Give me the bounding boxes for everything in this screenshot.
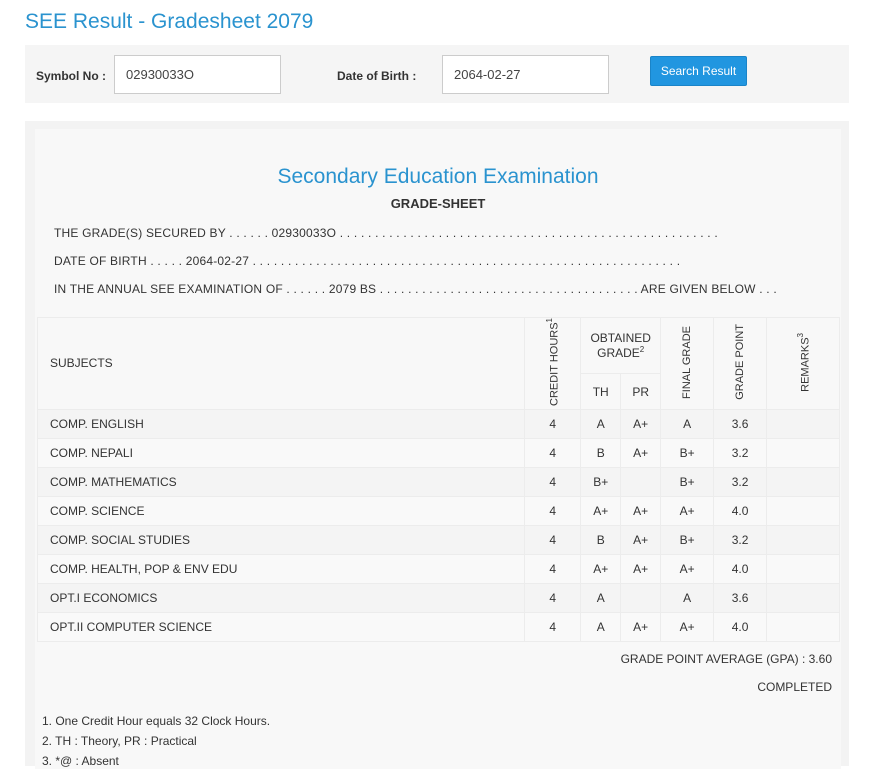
obtained-label: OBTAINED (590, 331, 651, 346)
subject-cell: OPT.II COMPUTER SCIENCE (38, 612, 525, 641)
grades-table (37, 317, 840, 642)
table-row (38, 554, 840, 583)
symbol-input[interactable]: 02930033O (114, 55, 281, 94)
subject-cell: COMP. HEALTH, POP & ENV EDU (38, 554, 525, 583)
remarks-label: REMARKS (799, 337, 812, 392)
theory-grade-cell: A (581, 612, 621, 641)
grade-label: GRADE (597, 346, 640, 361)
secured-by-line: THE GRADE(S) SECURED BY . . . . . . 02930033O . . . . . . . . . . . . . . . . . . . . . . . . . . . . . . . . . . . . . . . . . . . . . . . . . . . . . . (54, 226, 718, 240)
remarks-cell (767, 438, 840, 467)
subjects-header: SUBJECTS (38, 318, 525, 410)
remarks-cell (767, 409, 840, 438)
credit-hours-cell: 4 (525, 583, 581, 612)
grade-point-header (714, 318, 767, 410)
grade-point-cell: 3.2 (714, 467, 767, 496)
theory-grade-cell: A (581, 409, 621, 438)
practical-grade-cell (621, 467, 661, 496)
gradesheet (35, 129, 841, 769)
dob-input[interactable]: 2064-02-27 (442, 55, 609, 94)
final-grade-cell: A (661, 583, 714, 612)
remarks-cell (767, 583, 840, 612)
grade-point-cell: 3.2 (714, 438, 767, 467)
final-grade-cell: A+ (661, 496, 714, 525)
credit-hours-cell: 4 (525, 525, 581, 554)
final-grade-cell: B+ (661, 438, 714, 467)
practical-grade-cell: A+ (621, 525, 661, 554)
credit-hours-cell: 4 (525, 467, 581, 496)
grade-point-label: GRADE POINT (734, 324, 747, 400)
grade-footnote-marker: 2 (639, 345, 645, 355)
subject-cell: COMP. MATHEMATICS (38, 467, 525, 496)
credit-hours-cell: 4 (525, 496, 581, 525)
credit-hours-header (525, 318, 581, 410)
theory-grade-cell: B+ (581, 467, 621, 496)
final-grade-cell: A (661, 409, 714, 438)
result-status: COMPLETED (757, 680, 832, 694)
theory-grade-cell: A+ (581, 496, 621, 525)
gpa-value: GRADE POINT AVERAGE (GPA) : 3.60 (620, 652, 832, 666)
practical-grade-cell (621, 583, 661, 612)
subject-cell: COMP. ENGLISH (38, 409, 525, 438)
exam-title: Secondary Education Examination (277, 165, 599, 188)
grade-point-cell: 3.6 (714, 409, 767, 438)
symbol-label: Symbol No : (36, 69, 107, 83)
subject-cell: COMP. SOCIAL STUDIES (38, 525, 525, 554)
exam-year-line: IN THE ANNUAL SEE EXAMINATION OF . . . . . . 2079 BS . . . . . . . . . . . . . . . . . . . . . . . . . . . . . . . . . . . . . ARE GIVEN BELOW . . . (54, 282, 777, 296)
grade-point-cell: 3.6 (714, 583, 767, 612)
final-grade-cell: B+ (661, 525, 714, 554)
obtained-grade-header (581, 318, 661, 374)
gradesheet-title: GRADE-SHEET (390, 196, 486, 211)
search-result-button[interactable]: Search Result (650, 56, 747, 86)
credit-hours-cell: 4 (525, 438, 581, 467)
practical-grade-cell: A+ (621, 409, 661, 438)
table-row (38, 467, 840, 496)
credit-hours-cell: 4 (525, 554, 581, 583)
th-header: TH (581, 374, 621, 410)
grade-point-cell: 4.0 (714, 554, 767, 583)
credit-footnote-marker: 1 (545, 318, 555, 323)
final-grade-header (661, 318, 714, 410)
grade-point-cell: 3.2 (714, 525, 767, 554)
footnote-2: 2. TH : Theory, PR : Practical (42, 734, 197, 748)
credit-hours-cell: 4 (525, 409, 581, 438)
dob-line: DATE OF BIRTH . . . . . 2064-02-27 . . . . . . . . . . . . . . . . . . . . . . . . . . . . . . . . . . . . . . . . . . . . . . . . . . . . . . . . . . . . . (54, 254, 681, 268)
table-row (38, 612, 840, 641)
gradesheet-panel (25, 121, 849, 766)
remarks-cell (767, 525, 840, 554)
table-row (38, 525, 840, 554)
final-grade-cell: B+ (661, 467, 714, 496)
remarks-header (767, 318, 840, 410)
remarks-cell (767, 612, 840, 641)
remarks-cell (767, 554, 840, 583)
credit-hours-label: CREDIT HOURS (549, 322, 562, 406)
grade-point-cell: 4.0 (714, 496, 767, 525)
table-row (38, 496, 840, 525)
pr-header: PR (621, 374, 661, 410)
remarks-cell (767, 467, 840, 496)
table-row (38, 583, 840, 612)
final-grade-cell: A+ (661, 612, 714, 641)
table-row (38, 438, 840, 467)
grade-point-cell: 4.0 (714, 612, 767, 641)
search-form (25, 45, 849, 103)
subject-cell: COMP. SCIENCE (38, 496, 525, 525)
theory-grade-cell: B (581, 438, 621, 467)
theory-grade-cell: A+ (581, 554, 621, 583)
subject-cell: COMP. NEPALI (38, 438, 525, 467)
final-grade-cell: A+ (661, 554, 714, 583)
theory-grade-cell: A (581, 583, 621, 612)
page-title: SEE Result - Gradesheet 2079 (25, 10, 314, 33)
credit-hours-cell: 4 (525, 612, 581, 641)
theory-grade-cell: B (581, 525, 621, 554)
subject-cell: OPT.I ECONOMICS (38, 583, 525, 612)
practical-grade-cell: A+ (621, 438, 661, 467)
dob-label: Date of Birth : (337, 69, 417, 83)
practical-grade-cell: A+ (621, 496, 661, 525)
remarks-footnote-marker: 3 (795, 332, 805, 338)
final-grade-label: FINAL GRADE (681, 325, 694, 399)
practical-grade-cell: A+ (621, 554, 661, 583)
table-row (38, 409, 840, 438)
practical-grade-cell: A+ (621, 612, 661, 641)
remarks-cell (767, 496, 840, 525)
footnote-1: 1. One Credit Hour equals 32 Clock Hours. (42, 714, 271, 728)
footnote-3: 3. *@ : Absent (42, 754, 119, 768)
